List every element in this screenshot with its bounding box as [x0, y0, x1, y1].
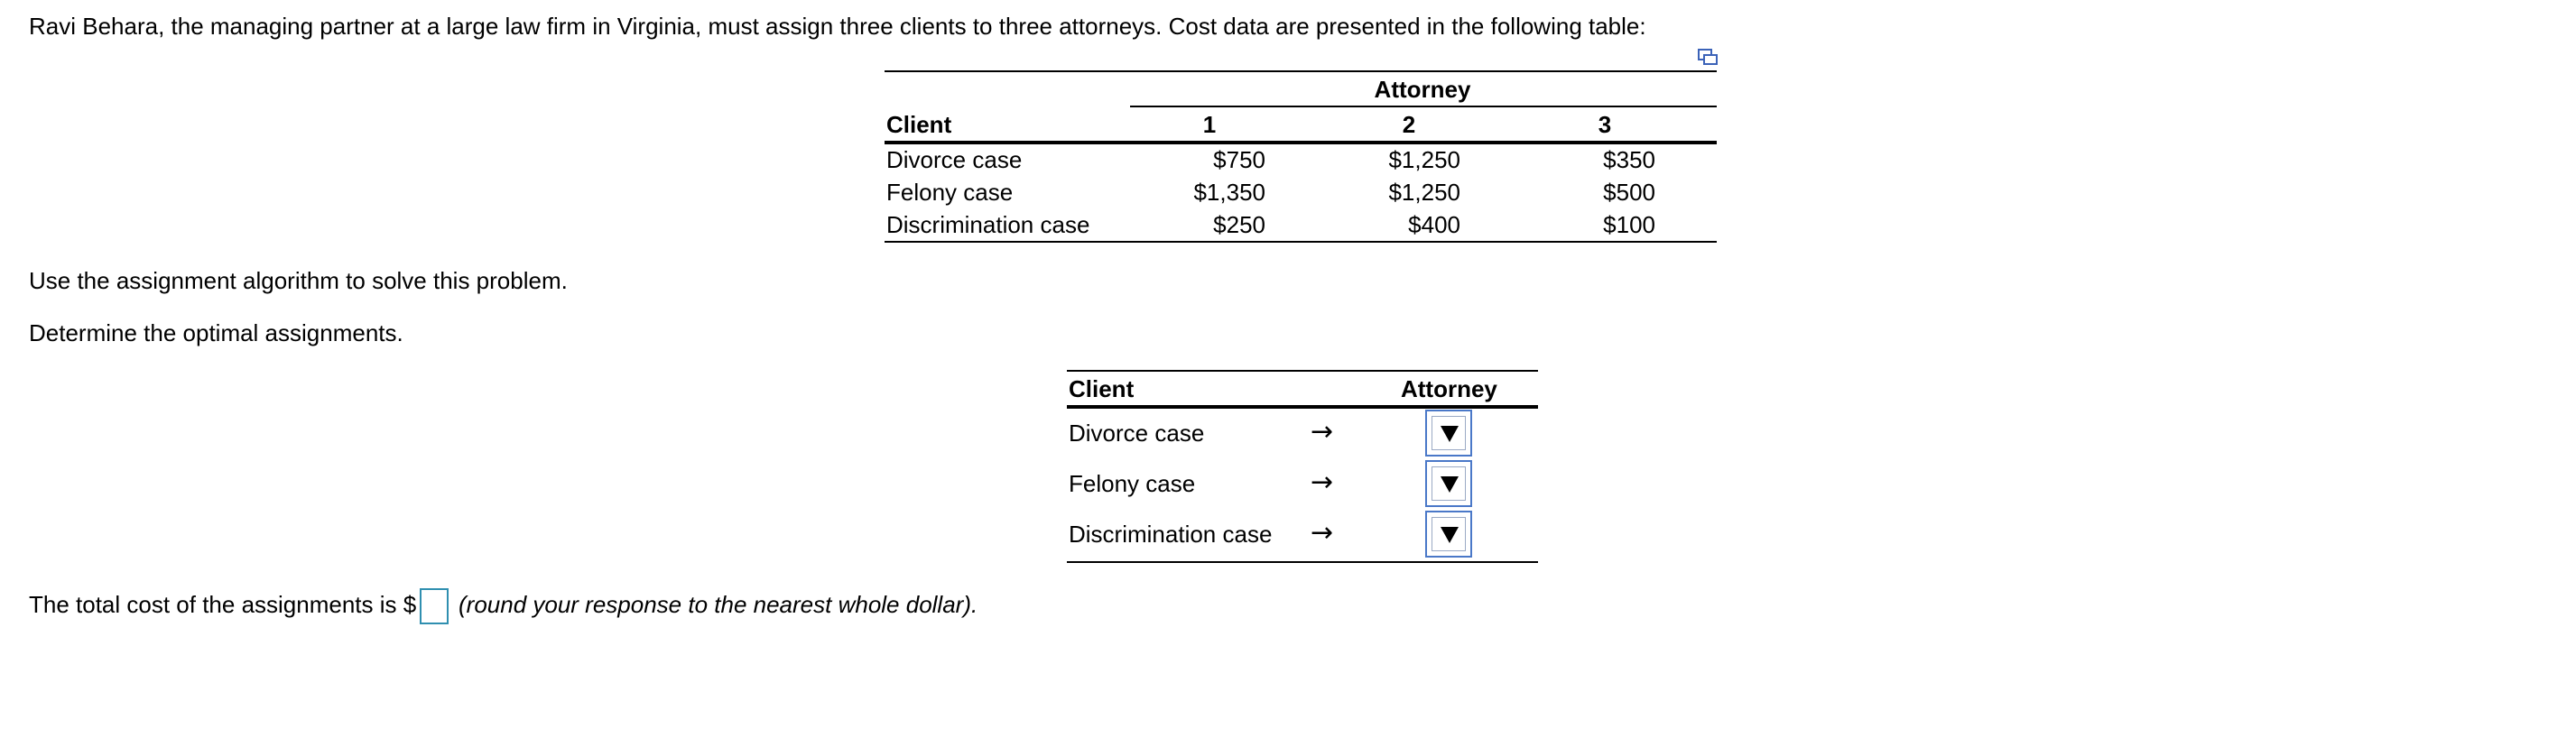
assign-top-rule — [1067, 370, 1538, 372]
attorney-group-header: Attorney — [1374, 76, 1471, 103]
assign-header-rule — [1067, 405, 1538, 409]
table-top-rule — [885, 70, 1717, 72]
table-row-client: Discrimination case — [886, 211, 1090, 238]
problem-intro: Ravi Behara, the managing partner at a large law firm in Virginia, must assign three clients to three attorneys. Cost data are presented in the following table: — [29, 13, 1646, 40]
table-cell-cost: $400 — [1408, 211, 1460, 238]
table-cell-cost: $1,250 — [1388, 179, 1460, 206]
assign-row-client: Discrimination case — [1069, 521, 1273, 548]
attorney-3-header: 3 — [1598, 111, 1612, 138]
right-arrow-icon: → — [1311, 416, 1334, 447]
total-cost-label: The total cost of the assignments is $ — [29, 591, 417, 618]
copy-table-icon[interactable] — [1697, 48, 1719, 66]
assign-bottom-rule — [1067, 561, 1538, 563]
dropdown-arrow-icon — [1441, 527, 1459, 543]
instruction-text: Use the assignment algorithm to solve this problem. — [29, 267, 568, 294]
assign-client-header: Client — [1069, 375, 1135, 402]
table-row-client: Felony case — [886, 179, 1014, 206]
attorney-select-felony[interactable] — [1425, 460, 1472, 507]
assign-row-client: Felony case — [1069, 470, 1196, 497]
table-cell-cost: $350 — [1603, 146, 1655, 173]
right-arrow-icon: → — [1311, 466, 1334, 498]
client-column-header: Client — [886, 111, 952, 138]
determine-text: Determine the optimal assignments. — [29, 319, 403, 346]
right-arrow-icon: → — [1311, 517, 1334, 549]
dropdown-inner — [1432, 466, 1466, 501]
table-cell-cost: $500 — [1603, 179, 1655, 206]
header-rule — [885, 141, 1717, 144]
attorney-group-rule — [1130, 106, 1717, 107]
rounding-note: (round your response to the nearest whole dollar). — [459, 591, 978, 618]
cost-table — [885, 70, 1717, 244]
attorney-select-divorce[interactable] — [1425, 410, 1472, 457]
dropdown-inner — [1432, 517, 1466, 551]
total-cost-input[interactable] — [420, 588, 449, 624]
table-cell-cost: $750 — [1213, 146, 1265, 173]
table-cell-cost: $1,250 — [1388, 146, 1460, 173]
attorney-select-discrimination[interactable] — [1425, 511, 1472, 558]
table-row-client: Divorce case — [886, 146, 1023, 173]
assign-row-client: Divorce case — [1069, 420, 1205, 447]
table-bottom-rule — [885, 241, 1717, 243]
table-cell-cost: $1,350 — [1193, 179, 1265, 206]
assign-attorney-header: Attorney — [1401, 375, 1497, 402]
assignment-table — [1067, 370, 1538, 564]
attorney-1-header: 1 — [1202, 111, 1217, 138]
dropdown-arrow-icon — [1441, 476, 1459, 493]
dropdown-arrow-icon — [1441, 426, 1459, 442]
table-cell-cost: $100 — [1603, 211, 1655, 238]
dropdown-inner — [1432, 416, 1466, 450]
attorney-2-header: 2 — [1402, 111, 1416, 138]
table-cell-cost: $250 — [1213, 211, 1265, 238]
